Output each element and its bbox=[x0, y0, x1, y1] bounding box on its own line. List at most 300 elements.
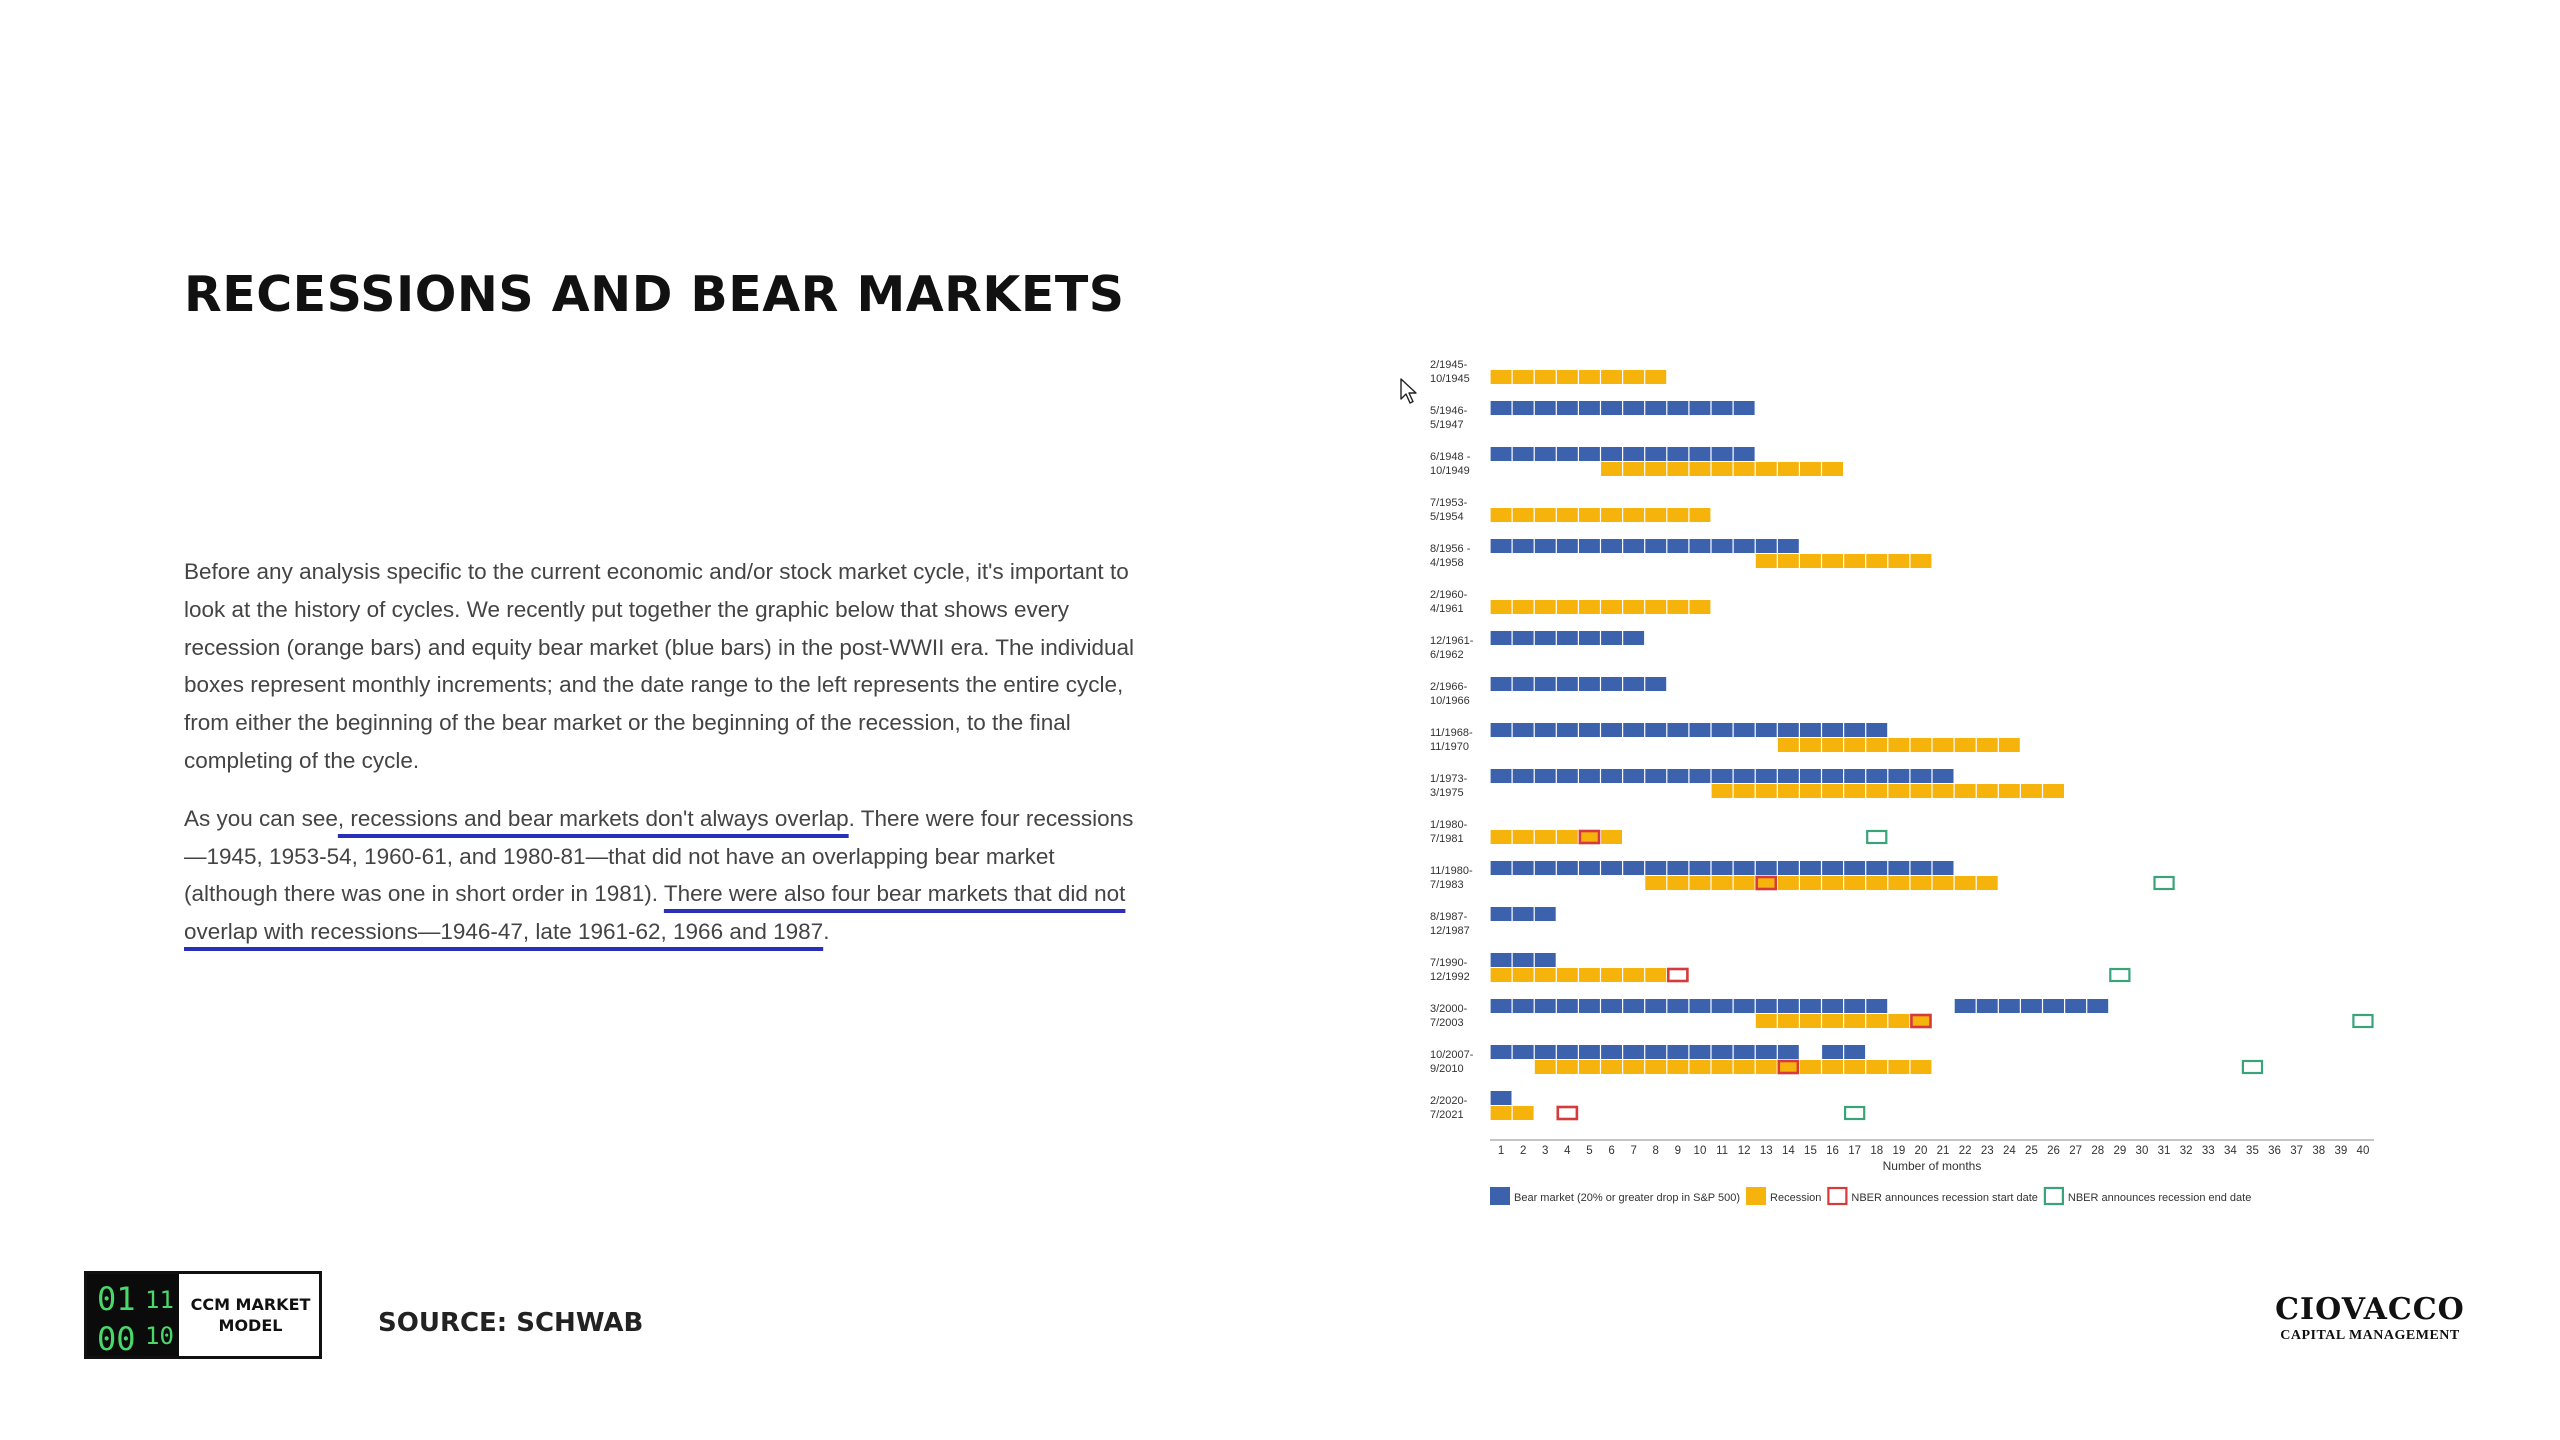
bear-market-cell bbox=[1557, 1045, 1578, 1059]
recession-cell bbox=[1800, 1060, 1821, 1074]
slide-title: RECESSIONS AND BEAR MARKETS bbox=[184, 266, 1125, 323]
cycle-label: 1/1973- bbox=[1430, 773, 1468, 785]
bear-market-cell bbox=[1557, 631, 1578, 645]
bear-market-cell bbox=[1800, 769, 1821, 783]
cycle-label: 2/2020- bbox=[1430, 1095, 1468, 1107]
bear-market-cell bbox=[1712, 723, 1733, 737]
x-tick-label: 35 bbox=[2246, 1145, 2259, 1157]
bear-market-cell bbox=[1535, 723, 1556, 737]
nber-start-marker bbox=[1558, 1107, 1577, 1119]
bear-market-cell bbox=[1535, 999, 1556, 1013]
recession-cell bbox=[1999, 784, 2020, 798]
bear-market-cell bbox=[1601, 999, 1622, 1013]
bear-market-cell bbox=[1911, 769, 1932, 783]
recession-cell bbox=[1933, 738, 1954, 752]
bear-market-cell bbox=[1513, 723, 1534, 737]
bear-market-cell bbox=[1535, 677, 1556, 691]
bear-market-cell bbox=[1756, 769, 1777, 783]
bear-market-cell bbox=[1557, 769, 1578, 783]
bear-market-cell bbox=[1645, 447, 1666, 461]
recession-cell bbox=[1866, 1060, 1887, 1074]
bear-market-cell bbox=[1601, 677, 1622, 691]
recession-cell bbox=[1822, 1014, 1843, 1028]
bear-market-cell bbox=[1734, 769, 1755, 783]
bear-market-cell bbox=[1491, 723, 1512, 737]
bear-market-cell bbox=[1557, 677, 1578, 691]
bear-market-cell bbox=[2021, 999, 2042, 1013]
bear-market-cell bbox=[1535, 953, 1556, 967]
bear-market-cell bbox=[1513, 677, 1534, 691]
x-tick-label: 32 bbox=[2179, 1145, 2193, 1157]
bear-market-cell bbox=[1690, 723, 1711, 737]
bear-market-cell bbox=[1667, 769, 1688, 783]
bear-market-cell bbox=[1535, 401, 1556, 415]
x-tick-label: 11 bbox=[1716, 1145, 1729, 1157]
bear-market-cell bbox=[1623, 723, 1644, 737]
bear-market-cell bbox=[1844, 769, 1865, 783]
cycle-label: 7/2021 bbox=[1430, 1109, 1464, 1121]
bear-market-cell bbox=[1645, 677, 1666, 691]
bear-market-cell bbox=[1513, 1045, 1534, 1059]
recession-cell bbox=[1513, 600, 1534, 614]
paragraph-1: Before any analysis specific to the current economic and/or stock market cycle, it's important to look at the history of cycles. We recently put together the graphic below that shows every recession (orange bars) and equity bear market (blue bars) in the post-WWII era. The individual boxes represent monthly increments; and the date range to the left represents the entire cycle, from either the beginning of the bear market or the beginning of the recession, to the final completing of the cycle. bbox=[184, 559, 1135, 773]
recession-cell bbox=[1822, 554, 1843, 568]
bear-market-cell bbox=[1690, 1045, 1711, 1059]
bear-market-cell bbox=[1491, 631, 1512, 645]
bear-market-cell bbox=[1866, 999, 1887, 1013]
recession-cell bbox=[1800, 784, 1821, 798]
recession-cell bbox=[1712, 784, 1733, 798]
recession-cell bbox=[1690, 600, 1711, 614]
recession-cell bbox=[1601, 370, 1622, 384]
bear-market-cell bbox=[1690, 861, 1711, 875]
paragraph-2-text: . bbox=[823, 919, 830, 945]
recession-cell bbox=[1888, 784, 1909, 798]
cycle-label: 10/2007- bbox=[1430, 1049, 1474, 1061]
cycle-label: 12/1992 bbox=[1430, 971, 1470, 983]
bear-market-cell bbox=[1712, 1045, 1733, 1059]
cycle-label: 6/1962 bbox=[1430, 649, 1464, 661]
bear-market-cell bbox=[1800, 999, 1821, 1013]
recession-cell bbox=[1800, 462, 1821, 476]
bear-market-cell bbox=[1844, 861, 1865, 875]
bear-market-cell bbox=[1535, 539, 1556, 553]
bear-market-cell bbox=[1734, 447, 1755, 461]
bear-market-cell bbox=[1667, 539, 1688, 553]
nber-start-marker bbox=[1668, 969, 1687, 981]
bear-market-cell bbox=[1535, 631, 1556, 645]
x-tick-label: 39 bbox=[2334, 1145, 2348, 1157]
x-tick-label: 13 bbox=[1759, 1145, 1773, 1157]
bear-market-cell bbox=[1756, 723, 1777, 737]
recession-cell bbox=[1933, 784, 1954, 798]
recession-cell bbox=[1601, 508, 1622, 522]
nber-end-marker bbox=[1845, 1107, 1864, 1119]
recession-cell bbox=[1734, 1060, 1755, 1074]
brand-name: CIOVACCO bbox=[2275, 1292, 2465, 1327]
recession-cell bbox=[1911, 738, 1932, 752]
recession-cell bbox=[1690, 876, 1711, 890]
bear-market-cell bbox=[1734, 539, 1755, 553]
bear-market-cell bbox=[1800, 861, 1821, 875]
recession-cell bbox=[1557, 600, 1578, 614]
nber-end-marker bbox=[2110, 969, 2129, 981]
recession-cell bbox=[1800, 738, 1821, 752]
bear-market-cell bbox=[1667, 447, 1688, 461]
cycle-label: 5/1947 bbox=[1430, 419, 1464, 431]
bear-market-cell bbox=[1513, 447, 1534, 461]
logo-digit: 00 bbox=[97, 1320, 136, 1358]
recession-cell bbox=[1866, 784, 1887, 798]
x-tick-label: 40 bbox=[2356, 1145, 2370, 1157]
recession-cell bbox=[1977, 738, 1998, 752]
bear-market-cell bbox=[1778, 769, 1799, 783]
recession-cell bbox=[1734, 876, 1755, 890]
nber-end-marker bbox=[2243, 1061, 2262, 1073]
recession-cell bbox=[1513, 830, 1534, 844]
bear-market-cell bbox=[1645, 999, 1666, 1013]
bear-market-cell bbox=[1579, 401, 1600, 415]
x-tick-label: 34 bbox=[2223, 1145, 2237, 1157]
recession-cell bbox=[1513, 370, 1534, 384]
bear-market-cell bbox=[1778, 999, 1799, 1013]
recession-cell bbox=[1645, 876, 1666, 890]
recession-cell bbox=[1756, 1060, 1777, 1074]
bear-market-cell bbox=[1579, 999, 1600, 1013]
recession-cell bbox=[1535, 600, 1556, 614]
logo-text: CCM MARKET MODEL bbox=[190, 1295, 311, 1335]
x-tick-label: 29 bbox=[2113, 1145, 2127, 1157]
bear-market-cell bbox=[1491, 401, 1512, 415]
recession-cell bbox=[1866, 554, 1887, 568]
recession-cell bbox=[1491, 830, 1512, 844]
x-tick-label: 3 bbox=[1542, 1145, 1549, 1157]
recession-cell bbox=[1778, 1014, 1799, 1028]
cycle-label: 8/1956 - bbox=[1430, 543, 1471, 555]
recession-cell bbox=[1800, 1014, 1821, 1028]
binary-digits-graphic bbox=[87, 1274, 179, 1356]
recession-cell bbox=[1690, 508, 1711, 522]
recession-cell bbox=[1844, 554, 1865, 568]
recession-cell bbox=[1623, 600, 1644, 614]
bear-market-cell bbox=[1579, 677, 1600, 691]
x-tick-label: 14 bbox=[1781, 1145, 1795, 1157]
x-tick-label: 26 bbox=[2047, 1145, 2060, 1157]
logo-digit: 10 bbox=[145, 1322, 174, 1350]
recession-cell bbox=[1778, 554, 1799, 568]
recession-cell bbox=[1800, 554, 1821, 568]
recession-cell bbox=[1623, 1060, 1644, 1074]
bear-market-cell bbox=[1734, 723, 1755, 737]
bear-market-cell bbox=[1734, 861, 1755, 875]
x-tick-label: 18 bbox=[1870, 1145, 1884, 1157]
bear-market-cell bbox=[1756, 539, 1777, 553]
x-tick-label: 27 bbox=[2069, 1145, 2083, 1157]
recession-cell bbox=[1844, 784, 1865, 798]
bear-market-cell bbox=[1712, 539, 1733, 553]
paragraph-2 bbox=[184, 800, 1154, 951]
cycle-label: 12/1961- bbox=[1430, 635, 1474, 647]
recession-cell bbox=[1557, 1060, 1578, 1074]
brand-subtitle: CAPITAL MANAGEMENT bbox=[2280, 1328, 2460, 1343]
underlined-phrase-overlap: , recessions and bear markets don't always overlap bbox=[337, 805, 849, 831]
bear-market-cell bbox=[1800, 723, 1821, 737]
recession-cell bbox=[1601, 830, 1622, 844]
recession-cell bbox=[1712, 876, 1733, 890]
legend-swatch bbox=[2045, 1188, 2063, 1204]
recession-cell bbox=[1557, 830, 1578, 844]
bear-market-cell bbox=[1513, 539, 1534, 553]
recession-cell bbox=[1645, 370, 1666, 384]
recession-cell bbox=[1579, 370, 1600, 384]
recession-cell bbox=[1756, 554, 1777, 568]
recession-cell bbox=[1844, 1014, 1865, 1028]
recession-cell bbox=[1535, 1060, 1556, 1074]
bear-market-cell bbox=[1579, 447, 1600, 461]
bear-market-cell bbox=[1844, 999, 1865, 1013]
bear-market-cell bbox=[1690, 447, 1711, 461]
x-tick-label: 12 bbox=[1737, 1145, 1751, 1157]
recession-cell bbox=[1888, 1060, 1909, 1074]
recession-cell bbox=[1822, 1060, 1843, 1074]
recession-cell bbox=[1557, 968, 1578, 982]
body-text bbox=[184, 553, 1154, 971]
bear-market-cell bbox=[1601, 631, 1622, 645]
recession-cell bbox=[1822, 462, 1843, 476]
recession-cell bbox=[1623, 370, 1644, 384]
logo-digit: 01 bbox=[97, 1280, 136, 1318]
bear-market-cell bbox=[1601, 723, 1622, 737]
bear-market-cell bbox=[1999, 999, 2020, 1013]
bear-market-cell bbox=[1690, 539, 1711, 553]
x-tick-label: 36 bbox=[2268, 1145, 2281, 1157]
cycle-label: 12/1987 bbox=[1430, 925, 1470, 937]
legend-swatch bbox=[1828, 1188, 1846, 1204]
cycle-label: 9/2010 bbox=[1430, 1063, 1464, 1075]
bear-market-cell bbox=[1690, 401, 1711, 415]
recession-cell bbox=[1734, 784, 1755, 798]
legend-label: NBER announces recession start date bbox=[1851, 1192, 2038, 1204]
x-tick-label: 25 bbox=[2025, 1145, 2038, 1157]
bear-market-cell bbox=[1623, 631, 1644, 645]
recession-cell bbox=[1579, 508, 1600, 522]
x-tick-label: 15 bbox=[1804, 1145, 1817, 1157]
recession-cell bbox=[1579, 600, 1600, 614]
bear-market-cell bbox=[1667, 401, 1688, 415]
bear-market-cell bbox=[1579, 1045, 1600, 1059]
recession-cell bbox=[1667, 876, 1688, 890]
recession-cell bbox=[1866, 876, 1887, 890]
recession-cell bbox=[1778, 784, 1799, 798]
bear-market-cell bbox=[1557, 447, 1578, 461]
recession-cell bbox=[1535, 830, 1556, 844]
recession-cell bbox=[1888, 1014, 1909, 1028]
bear-market-cell bbox=[1623, 999, 1644, 1013]
nber-end-marker bbox=[2353, 1015, 2372, 1027]
recession-cell bbox=[1955, 738, 1976, 752]
x-tick-label: 17 bbox=[1848, 1145, 1862, 1157]
bear-market-cell bbox=[1623, 769, 1644, 783]
bear-market-cell bbox=[1933, 769, 1954, 783]
bear-market-cell bbox=[1667, 999, 1688, 1013]
recession-cell bbox=[1513, 508, 1534, 522]
x-tick-label: 30 bbox=[2135, 1145, 2149, 1157]
bear-market-cell bbox=[1734, 401, 1755, 415]
bear-market-cell bbox=[1734, 999, 1755, 1013]
bear-market-cell bbox=[1601, 401, 1622, 415]
x-tick-label: 22 bbox=[1958, 1145, 1972, 1157]
bear-market-cell bbox=[1491, 1091, 1512, 1105]
cycle-label: 11/1968- bbox=[1430, 727, 1473, 739]
recession-cell bbox=[1623, 462, 1644, 476]
mouse-cursor-icon bbox=[1400, 378, 1418, 406]
bear-market-cell bbox=[1601, 447, 1622, 461]
recession-cell bbox=[1491, 508, 1512, 522]
bear-market-cell bbox=[1822, 861, 1843, 875]
recession-cell bbox=[1955, 784, 1976, 798]
bear-market-cell bbox=[1645, 769, 1666, 783]
bear-market-cell bbox=[1933, 861, 1954, 875]
legend-swatch bbox=[1490, 1187, 1510, 1205]
recession-cell bbox=[1844, 876, 1865, 890]
bear-market-cell bbox=[1822, 723, 1843, 737]
bear-market-cell bbox=[1645, 861, 1666, 875]
recession-cell bbox=[1822, 876, 1843, 890]
recession-cell bbox=[1756, 462, 1777, 476]
recession-cell bbox=[1999, 738, 2020, 752]
bear-market-cell bbox=[1601, 1045, 1622, 1059]
x-tick-label: 28 bbox=[2091, 1145, 2105, 1157]
bear-market-cell bbox=[1513, 953, 1534, 967]
nber-end-marker bbox=[1867, 831, 1886, 843]
bear-market-cell bbox=[1579, 723, 1600, 737]
x-tick-label: 5 bbox=[1586, 1145, 1593, 1157]
recession-cell bbox=[1491, 370, 1512, 384]
bear-market-cell bbox=[1712, 447, 1733, 461]
bear-market-cell bbox=[1535, 861, 1556, 875]
bear-market-cell bbox=[1579, 769, 1600, 783]
bear-market-cell bbox=[1491, 677, 1512, 691]
bear-market-cell bbox=[1557, 723, 1578, 737]
bear-market-cell bbox=[1513, 999, 1534, 1013]
x-axis-title: Number of months bbox=[1882, 1159, 1982, 1173]
x-tick-label: 37 bbox=[2290, 1145, 2304, 1157]
recession-cell bbox=[1667, 462, 1688, 476]
source-label: SOURCE: SCHWAB bbox=[378, 1308, 644, 1338]
cycle-label: 2/1960- bbox=[1430, 589, 1468, 601]
bear-market-cell bbox=[1557, 861, 1578, 875]
recession-bear-market-chart bbox=[1420, 350, 2420, 1220]
legend-label: NBER announces recession end date bbox=[2067, 1192, 2252, 1204]
bear-market-cell bbox=[1778, 539, 1799, 553]
legend-label: Bear market (20% or greater drop in S&P 500) bbox=[1514, 1192, 1741, 1204]
recession-cell bbox=[1535, 370, 1556, 384]
bear-market-cell bbox=[2043, 999, 2064, 1013]
bear-market-cell bbox=[1535, 907, 1556, 921]
recession-cell bbox=[1844, 1060, 1865, 1074]
bear-market-cell bbox=[1712, 401, 1733, 415]
bear-market-cell bbox=[1778, 1045, 1799, 1059]
recession-cell bbox=[1822, 784, 1843, 798]
x-tick-label: 23 bbox=[1980, 1145, 1994, 1157]
x-tick-label: 21 bbox=[1936, 1145, 1950, 1157]
recession-cell bbox=[1579, 1060, 1600, 1074]
bear-market-cell bbox=[1778, 723, 1799, 737]
bear-market-cell bbox=[1667, 723, 1688, 737]
x-tick-label: 19 bbox=[1892, 1145, 1906, 1157]
recession-cell bbox=[1800, 876, 1821, 890]
recession-cell bbox=[1778, 738, 1799, 752]
cycle-label: 8/1987- bbox=[1430, 911, 1468, 923]
ciovacco-brand-logo bbox=[2270, 1293, 2470, 1345]
bear-market-cell bbox=[1888, 861, 1909, 875]
recession-cell bbox=[1601, 600, 1622, 614]
recession-cell bbox=[1778, 462, 1799, 476]
recession-cell bbox=[1579, 968, 1600, 982]
recession-cell bbox=[1645, 462, 1666, 476]
bear-market-cell bbox=[1822, 769, 1843, 783]
bear-market-cell bbox=[1955, 999, 1976, 1013]
recession-cell bbox=[1888, 738, 1909, 752]
recession-cell bbox=[1977, 784, 1998, 798]
bear-market-cell bbox=[1712, 769, 1733, 783]
recession-cell bbox=[1955, 876, 1976, 890]
cycle-label: 5/1954 bbox=[1430, 511, 1464, 523]
bear-market-cell bbox=[1667, 1045, 1688, 1059]
bear-market-cell bbox=[2087, 999, 2108, 1013]
bear-market-cell bbox=[1535, 1045, 1556, 1059]
bear-market-cell bbox=[1513, 769, 1534, 783]
bear-market-cell bbox=[1491, 953, 1512, 967]
bear-market-cell bbox=[1645, 401, 1666, 415]
x-tick-label: 20 bbox=[1914, 1145, 1928, 1157]
x-tick-label: 8 bbox=[1652, 1145, 1659, 1157]
bear-market-cell bbox=[1756, 999, 1777, 1013]
recession-cell bbox=[1756, 1014, 1777, 1028]
recession-cell bbox=[1933, 876, 1954, 890]
cycle-label: 2/1945- bbox=[1430, 359, 1468, 371]
recession-cell bbox=[1778, 876, 1799, 890]
bear-market-cell bbox=[1844, 723, 1865, 737]
cycle-label: 10/1949 bbox=[1430, 465, 1470, 477]
logo-digit: 11 bbox=[145, 1286, 174, 1314]
bear-market-cell bbox=[1734, 1045, 1755, 1059]
recession-cell bbox=[1866, 1014, 1887, 1028]
bear-market-cell bbox=[1623, 677, 1644, 691]
recession-cell bbox=[1535, 508, 1556, 522]
bear-market-cell bbox=[1535, 769, 1556, 783]
bear-market-cell bbox=[1911, 861, 1932, 875]
ccm-market-model-logo bbox=[84, 1271, 322, 1359]
bear-market-cell bbox=[1888, 769, 1909, 783]
nber-end-marker bbox=[2155, 877, 2174, 889]
recession-cell bbox=[1623, 508, 1644, 522]
bear-market-cell bbox=[1491, 907, 1512, 921]
bear-market-cell bbox=[1557, 401, 1578, 415]
bear-market-cell bbox=[1645, 723, 1666, 737]
bear-market-cell bbox=[1601, 539, 1622, 553]
bear-market-cell bbox=[1667, 861, 1688, 875]
recession-cell bbox=[1513, 1106, 1534, 1120]
cycle-label: 7/2003 bbox=[1430, 1017, 1464, 1029]
bear-market-cell bbox=[1866, 723, 1887, 737]
bear-market-cell bbox=[1535, 447, 1556, 461]
x-tick-label: 31 bbox=[2157, 1145, 2171, 1157]
cycle-label: 5/1946- bbox=[1430, 405, 1468, 417]
recession-cell bbox=[1911, 784, 1932, 798]
x-tick-label: 9 bbox=[1674, 1145, 1682, 1157]
bear-market-cell bbox=[1712, 861, 1733, 875]
